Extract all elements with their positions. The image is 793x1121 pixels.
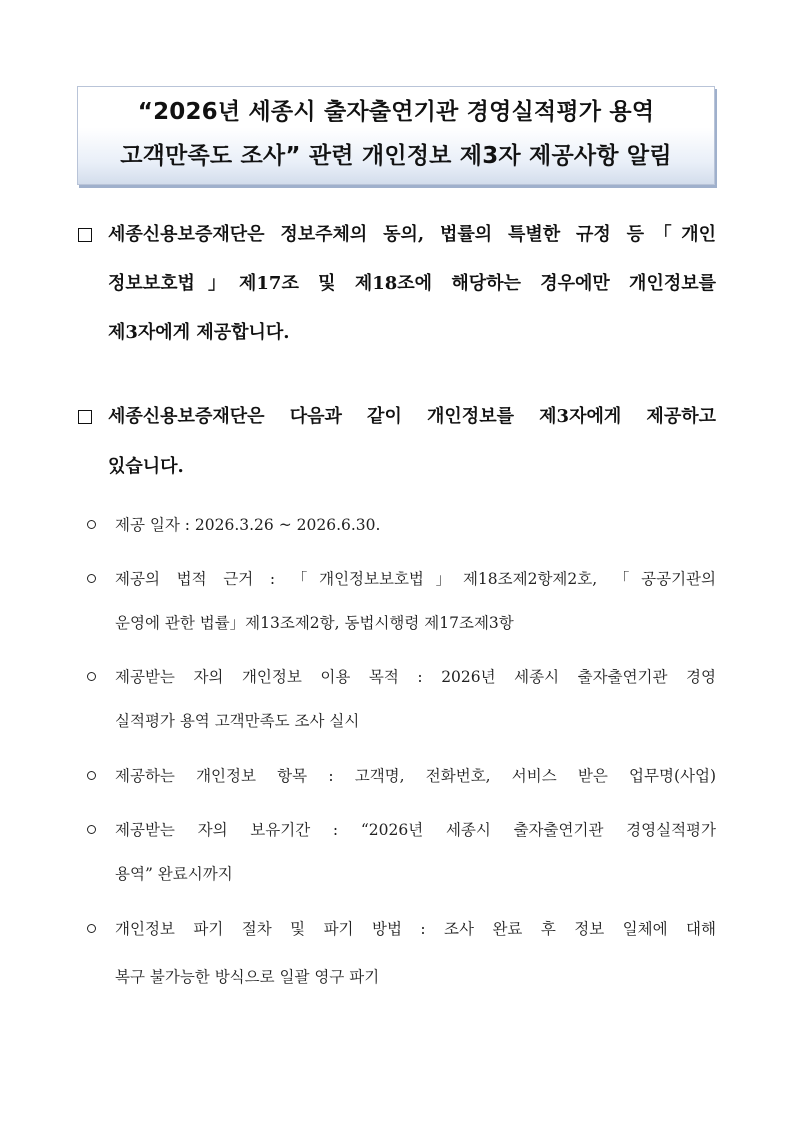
checkbox-icon <box>78 228 92 242</box>
circle-bullet-icon <box>87 924 96 933</box>
paragraph-line: 있습니다. <box>108 456 184 477</box>
title-box <box>77 86 715 185</box>
item-line: 운영에 관한 법률」제13조제2항, 동법시행령 제17조제3항 <box>115 614 514 632</box>
item-line: 용역” 완료시까지 <box>115 865 233 883</box>
item-line: 개인정보 파기 절차 및 파기 방법 : 조사 완료 후 정보 일체에 대해 <box>115 920 716 938</box>
checkbox-icon <box>78 410 92 424</box>
item-line: 제공의 법적 근거 : 「개인정보보호법」제18조제2항제2호, 「공공기관의 <box>115 570 716 588</box>
title-line-1: “2026년 세종시 출자출연기관 경영실적평가 용역 <box>137 99 655 125</box>
item-line: 실적평가 용역 고객만족도 조사 실시 <box>115 712 360 730</box>
paragraph-line: 세종신용보증재단은 정보주체의 동의, 법률의 특별한 규정 등「개인 <box>108 224 716 245</box>
circle-bullet-icon <box>87 574 96 583</box>
circle-bullet-icon <box>87 672 96 681</box>
circle-bullet-icon <box>87 520 96 529</box>
item-line: 제공받는 자의 개인정보 이용 목적 : 2026년 세종시 출자출연기관 경영 <box>115 668 716 686</box>
item-line: 복구 불가능한 방식으로 일괄 영구 파기 <box>115 968 380 986</box>
item-line: 제공 일자 : 2026.3.26 ~ 2026.6.30. <box>115 516 381 534</box>
item-line: 제공하는 개인정보 항목 : 고객명, 전화번호, 서비스 받은 업무명(사업) <box>115 767 716 785</box>
circle-bullet-icon <box>87 771 96 780</box>
title-line-2: 고객만족도 조사” 관련 개인정보 제3자 제공사항 알림 <box>120 143 672 169</box>
item-line: 제공받는 자의 보유기간 : “2026년 세종시 출자출연기관 경영실적평가 <box>115 821 716 839</box>
paragraph-line: 정보보호법」제17조 및 제18조에 해당하는 경우에만 개인정보를 <box>108 273 716 294</box>
circle-bullet-icon <box>87 825 96 834</box>
paragraph-line: 세종신용보증재단은 다음과 같이 개인정보를 제3자에게 제공하고 <box>108 406 716 427</box>
paragraph-line: 제3자에게 제공합니다. <box>108 322 290 343</box>
